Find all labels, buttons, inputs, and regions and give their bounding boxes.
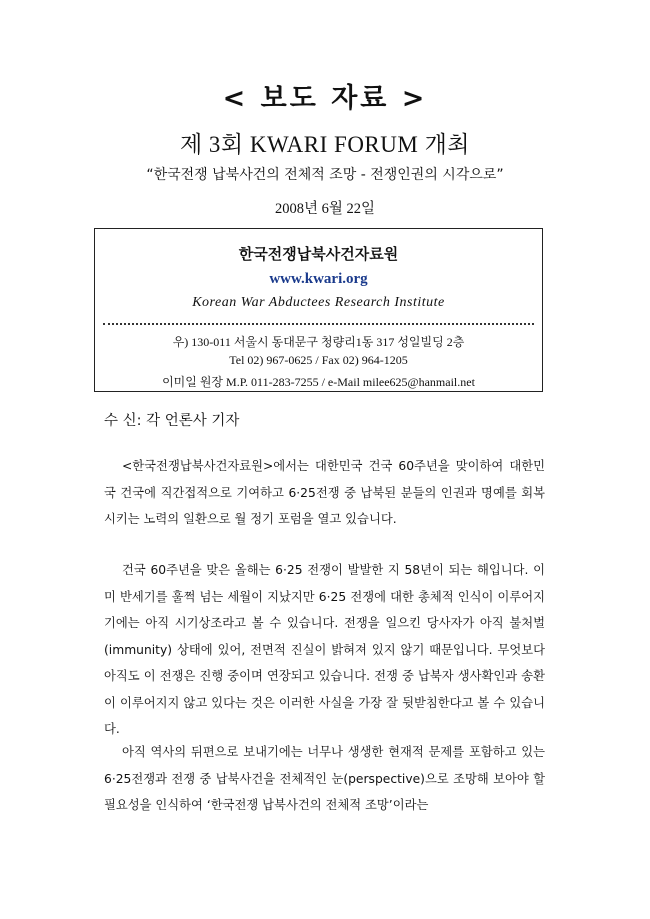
body-paragraph: <한국전쟁납북사건자료원>에서는 대한민국 건국 60주년을 맞이하여 대한민국 건국에 직간접적으로 기여하고 6·25전쟁 중 납북된 분들의 인권과 명예를 회복시키는 노력의 일환으로 월 정기 포럼을 열고 있습니다. xyxy=(104,459,545,526)
director-contact: 이미일 원장 M.P. 011-283-7255 / e-Mail milee625@hanmail.net xyxy=(162,375,475,389)
organization-name-korean: 한국전쟁납북사건자료원 xyxy=(238,245,399,263)
dotted-divider xyxy=(103,323,534,325)
organization-website-link[interactable]: www.kwari.org xyxy=(269,271,368,287)
body-paragraph: 건국 60주년을 맞은 올해는 6·25 전쟁이 발발한 지 58년이 되는 해입니다. 이미 반세기를 훌쩍 넘는 세월이 지났지만 6·25 전쟁에 대한 총체적 인식이 이루어지기에는 아직 시기상조라고 볼 수 있습니다. 전쟁을 일으킨 당사자가 아직 불처벌(immunity) 상태에 있어, 전면적 진실이 밝혀져 있지 않기 때문입니다. 무엇보다 아직도 이 전쟁은 진행 중이며 연장되고 있습니다. 전쟁 중 납북자 생사확인과 송환이 이루어지지 않고 있다는 것은 이러한 사실을 가장 잘 뒷받침한다고 볼 수 있습니다. xyxy=(104,563,545,736)
organization-name-english: Korean War Abductees Research Institute xyxy=(192,295,445,310)
organization-address: 우) 130-011 서울시 동대문구 청량리1동 317 성일빌딩 2층 xyxy=(172,335,465,349)
release-date: 2008년 6월 22일 xyxy=(274,201,376,217)
forum-subtitle: “한국전쟁 납북사건의 전체적 조망 - 전쟁인권의 시각으로” xyxy=(146,167,504,183)
organization-info-box xyxy=(94,228,543,392)
forum-title: 제 3회 KWARI FORUM 개최 xyxy=(179,132,471,157)
organization-phone-fax: Tel 02) 967-0625 / Fax 02) 964-1205 xyxy=(229,353,408,367)
body-paragraph: 아직 역사의 뒤편으로 보내기에는 너무나 생생한 현재적 문제를 포함하고 있는 6·25전쟁과 전쟁 중 납북사건을 전체적인 눈(perspective)으로 조망해 보아야 할 필요성을 인식하여 ‘한국전쟁 납북사건의 전체적 조망’이라는 xyxy=(104,745,545,812)
recipient-line: 수 신: 각 언론사 기자 xyxy=(104,413,240,429)
press-release-heading: < 보도 자료 > xyxy=(222,83,428,114)
